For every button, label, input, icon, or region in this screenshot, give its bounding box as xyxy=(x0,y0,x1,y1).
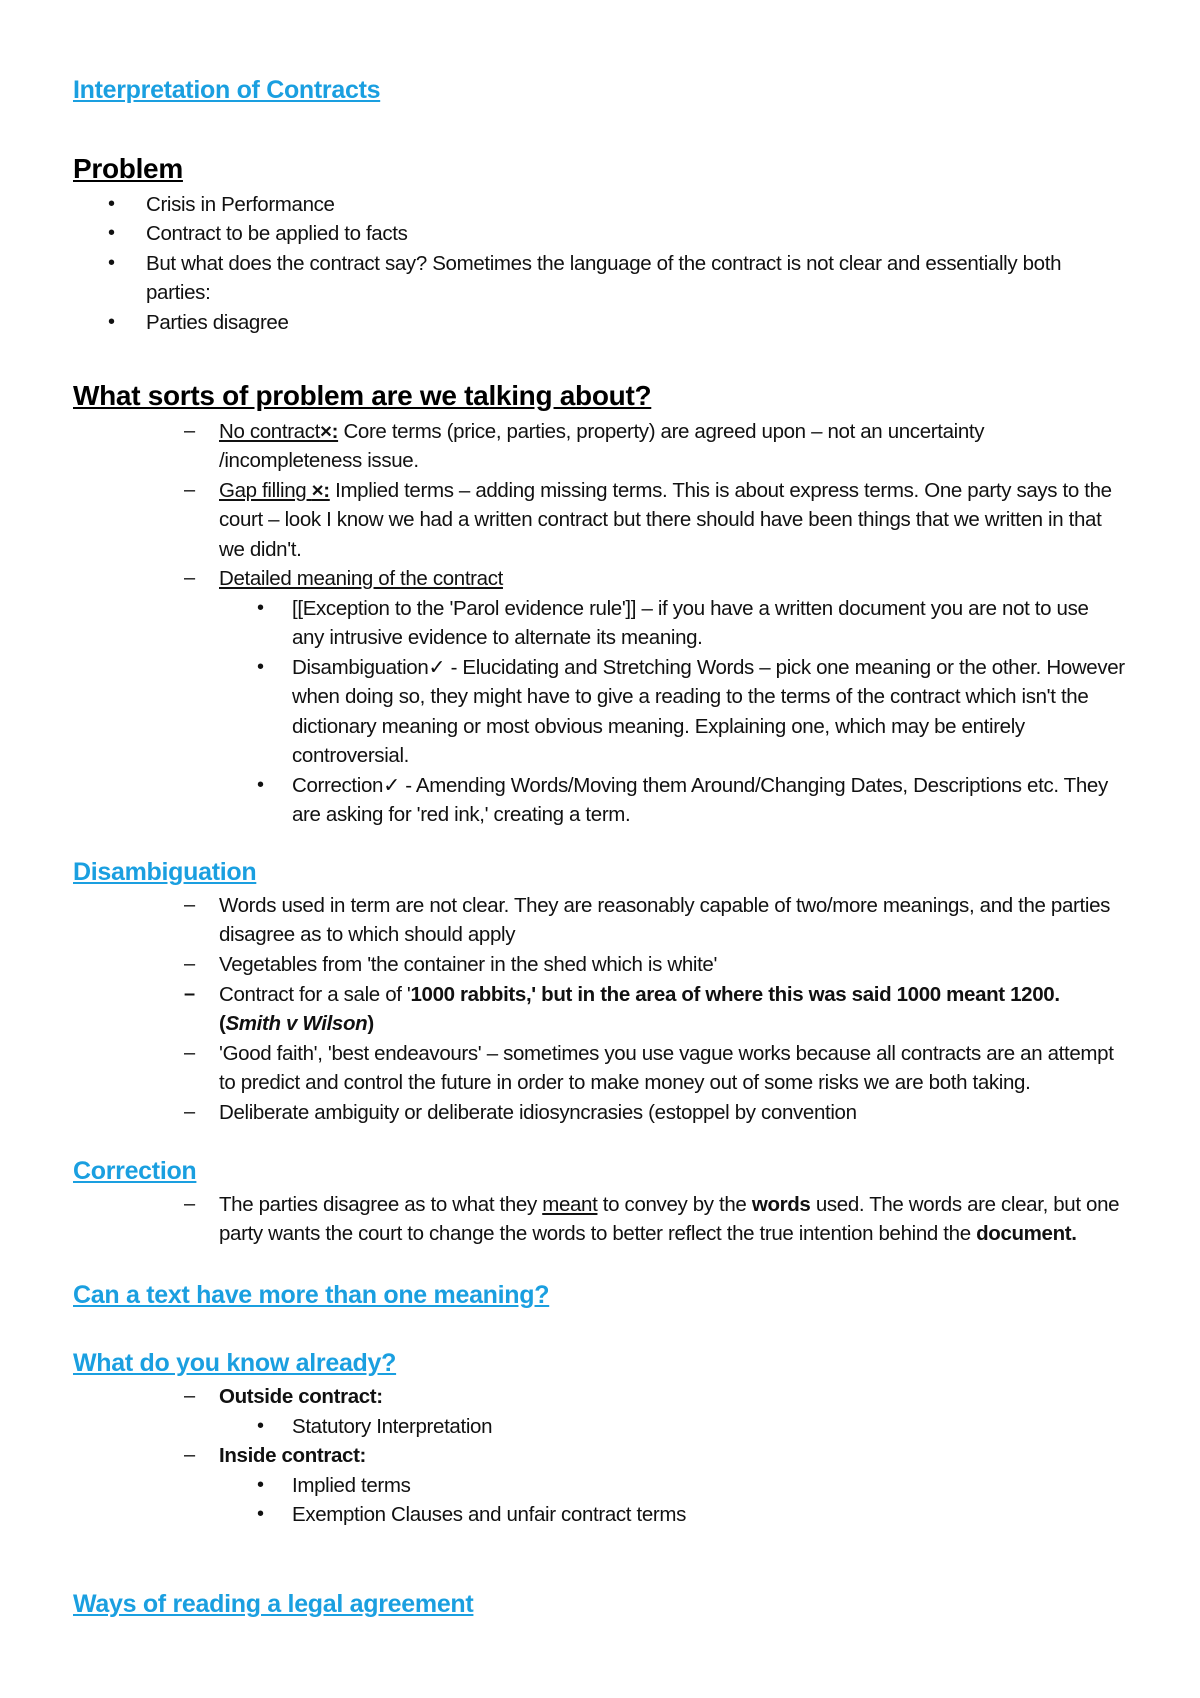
bullet-marker: • xyxy=(257,1415,265,1437)
list-item: 'Good faith', 'best endeavours' – sometimes you use vague works because all contracts are an attempt xyxy=(219,1042,1114,1065)
dash-marker: – xyxy=(184,1444,196,1466)
dash-marker: – xyxy=(184,1385,196,1407)
bullet-marker: • xyxy=(257,1474,265,1496)
citation-paren: ( xyxy=(219,1012,226,1035)
cross-mark-icon: ×: xyxy=(319,420,339,443)
list-item-text: Core terms (price, parties, property) are agreed upon – not an uncertainty xyxy=(338,420,985,443)
list-item-continuation: parties: xyxy=(146,281,211,304)
list-item: Exemption Clauses and unfair contract terms xyxy=(292,1503,686,1526)
no-contract-label: No contract xyxy=(219,420,320,443)
list-item-continuation xyxy=(219,1219,1077,1249)
list-item: Deliberate ambiguity or deliberate idiosyncrasies (estoppel by convention xyxy=(219,1101,857,1124)
check-mark-icon: ✓ xyxy=(383,774,400,797)
correction-heading: Correction xyxy=(73,1157,197,1185)
list-item xyxy=(219,980,1060,1010)
check-mark-icon: ✓ xyxy=(428,656,446,679)
disambiguation-heading: Disambiguation xyxy=(73,858,257,886)
list-item-text: - Elucidating and Stretching Words – pick one meaning or the other. However xyxy=(445,656,1125,679)
dash-marker: – xyxy=(184,1101,196,1123)
dash-marker: – xyxy=(184,1042,196,1064)
sorts-heading: What sorts of problem are we talking about? xyxy=(73,380,652,411)
dash-marker: – xyxy=(184,420,196,442)
list-item: Statutory Interpretation xyxy=(292,1415,493,1438)
correction-label: Correction xyxy=(292,774,384,797)
list-item: Contract to be applied to facts xyxy=(146,222,408,245)
citation-paren: ) xyxy=(367,1012,374,1035)
dash-marker: – xyxy=(184,1193,196,1215)
dash-marker: – xyxy=(184,479,196,501)
dash-marker: – xyxy=(184,894,196,916)
list-item-continuation: to predict and control the future in order to make money out of some risks we are both taking. xyxy=(219,1071,1031,1094)
list-item xyxy=(219,1190,1119,1220)
list-item-text: to convey by the xyxy=(597,1193,752,1216)
inside-contract-label: Inside contract: xyxy=(219,1444,367,1467)
list-item-continuation: court – look I know we had a written contract but there should have been things that we written in that xyxy=(219,508,1102,531)
emphasis-words: words xyxy=(751,1193,811,1216)
bullet-marker: • xyxy=(257,774,265,796)
know-heading: What do you know already? xyxy=(73,1349,397,1377)
list-item-continuation: any intrusive evidence to alternate its meaning. xyxy=(292,626,703,649)
list-item-bold-text: 1000 rabbits,' but in the area of where this was said 1000 meant 1200. xyxy=(410,983,1060,1006)
bullet-marker: • xyxy=(108,222,116,244)
emphasis-meant: meant xyxy=(542,1193,598,1216)
list-item-text: - Amending Words/Moving them Around/Changing Dates, Descriptions etc. They xyxy=(399,774,1108,797)
can-text-heading: Can a text have more than one meaning? xyxy=(73,1281,550,1309)
list-item-text: party wants the court to change the words to better reflect the true intention behind the xyxy=(219,1222,977,1245)
list-item xyxy=(292,771,1108,801)
list-item: Crisis in Performance xyxy=(146,193,335,216)
dash-marker: – xyxy=(184,983,196,1005)
list-item xyxy=(292,653,1125,683)
list-item: Implied terms xyxy=(292,1474,411,1497)
list-item: Vegetables from 'the container in the shed which is white' xyxy=(219,953,718,976)
bullet-marker: • xyxy=(108,311,116,333)
detailed-meaning-label: Detailed meaning of the contract xyxy=(219,567,503,590)
list-item-continuation: dictionary meaning or most obvious meaning. Explaining one, which may be entirely xyxy=(292,715,1025,738)
list-item: But what does the contract say? Sometimes the language of the contract is not clear and essentially both xyxy=(146,252,1062,275)
bullet-marker: • xyxy=(108,193,116,215)
dash-marker: – xyxy=(184,567,196,589)
list-item-text: Implied terms – adding missing terms. This is about express terms. One party says to the xyxy=(329,479,1112,502)
bullet-marker: • xyxy=(257,656,265,678)
list-item-continuation: when doing so, they might have to give a reading to the terms of the contract which isn't the xyxy=(292,685,1089,708)
dash-marker: – xyxy=(184,953,196,975)
disambiguation-label: Disambiguation xyxy=(292,656,429,679)
cross-mark-icon: ×: xyxy=(311,479,330,502)
bullet-marker: • xyxy=(108,252,116,274)
list-item-continuation: disagree as to which should apply xyxy=(219,923,516,946)
list-item-continuation: we didn't. xyxy=(219,538,302,561)
list-item-text: The parties disagree as to what they xyxy=(219,1193,543,1216)
ways-heading: Ways of reading a legal agreement xyxy=(73,1590,474,1618)
bullet-marker: • xyxy=(257,1503,265,1525)
list-item-text: used. The words are clear, but one xyxy=(810,1193,1120,1216)
list-item-text: Contract for a sale of ' xyxy=(219,983,411,1006)
list-item: [[Exception to the 'Parol evidence rule']] – if you have a written document you are not to use xyxy=(292,597,1089,620)
bullet-marker: • xyxy=(257,597,265,619)
problem-heading: Problem xyxy=(73,153,183,184)
list-item xyxy=(219,417,984,447)
list-item: Words used in term are not clear. They are reasonably capable of two/more meanings, and the parties xyxy=(219,894,1111,917)
list-item xyxy=(219,476,1112,506)
list-item-continuation: are asking for 'red ink,' creating a term. xyxy=(292,803,631,826)
list-item-continuation: controversial. xyxy=(292,744,410,767)
document-title: Interpretation of Contracts xyxy=(73,76,381,104)
case-name: Smith v Wilson xyxy=(225,1012,368,1035)
gap-filling-label: Gap filling xyxy=(219,479,312,502)
outside-contract-label: Outside contract: xyxy=(219,1385,383,1408)
list-item: Parties disagree xyxy=(146,311,289,334)
case-citation xyxy=(219,1009,374,1039)
list-item-continuation: /incompleteness issue. xyxy=(219,449,419,472)
emphasis-document: document. xyxy=(976,1222,1077,1245)
